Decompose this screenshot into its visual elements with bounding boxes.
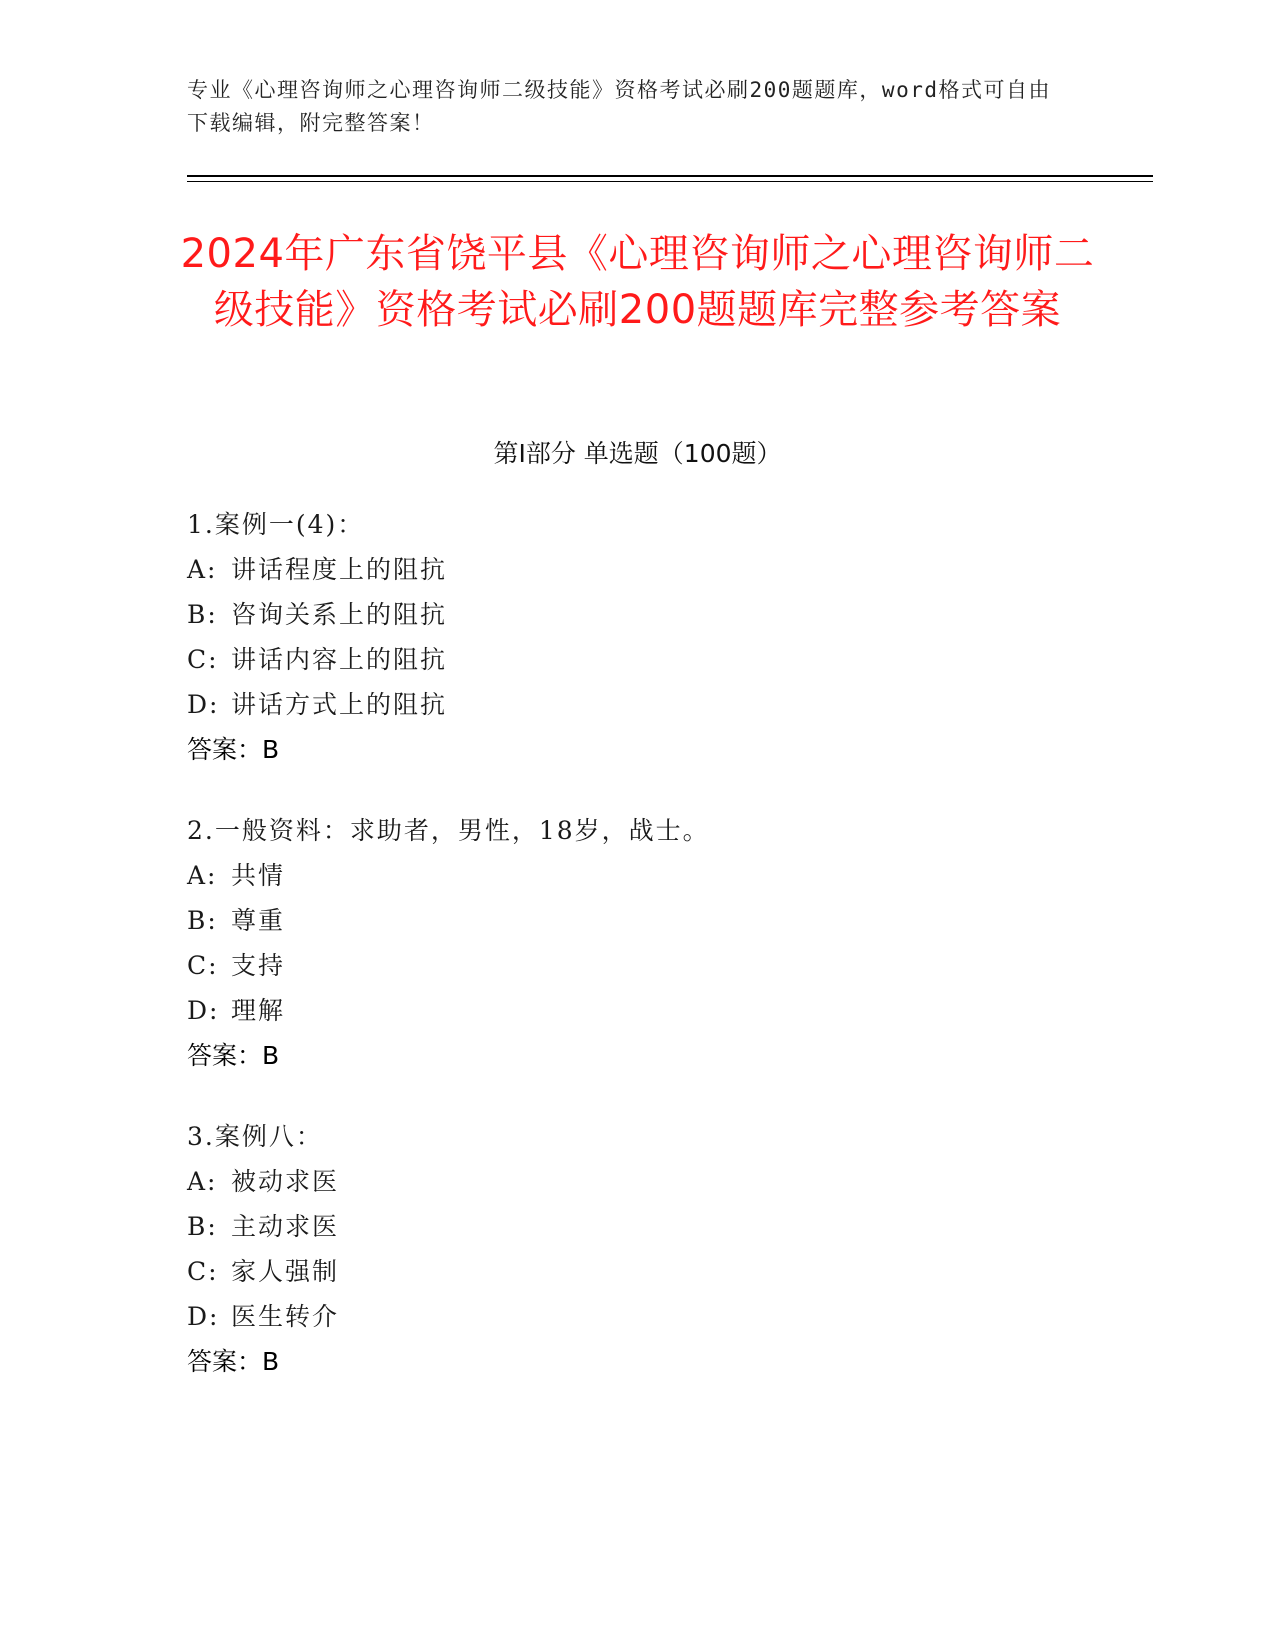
option-letter: A: xyxy=(187,861,218,890)
option-text: 理解 xyxy=(231,996,286,1025)
question-2 xyxy=(187,808,710,1078)
header-divider-thin xyxy=(187,181,1153,182)
option-letter: D: xyxy=(187,1302,220,1331)
option-letter: C: xyxy=(187,951,219,980)
answer-line: 答案：B xyxy=(187,1041,280,1070)
question-1 xyxy=(187,502,447,772)
option-d xyxy=(187,682,447,727)
option-text: 医生转介 xyxy=(231,1302,340,1331)
option-text: 讲话程度上的阻抗 xyxy=(231,555,448,584)
question-stem: 1.案例一(4)： xyxy=(187,510,365,539)
option-a xyxy=(187,547,447,592)
option-text: 讲话方式上的阻抗 xyxy=(231,690,448,719)
option-a xyxy=(187,853,710,898)
option-letter: B: xyxy=(187,600,218,629)
option-d xyxy=(187,988,710,1033)
option-text: 被动求医 xyxy=(231,1167,340,1196)
question-3 xyxy=(187,1114,339,1384)
option-text: 共情 xyxy=(231,861,286,890)
section-heading: 第Ⅰ部分 单选题（100题） xyxy=(493,439,782,468)
answer-line: 答案：B xyxy=(187,735,280,764)
option-text: 咨询关系上的阻抗 xyxy=(231,600,448,629)
option-d xyxy=(187,1294,339,1339)
option-letter: A: xyxy=(187,555,218,584)
option-text: 尊重 xyxy=(231,906,286,935)
option-a xyxy=(187,1159,339,1204)
answer-line: 答案：B xyxy=(187,1347,280,1376)
option-text: 讲话内容上的阻抗 xyxy=(231,645,448,674)
option-c xyxy=(187,943,710,988)
option-text: 家人强制 xyxy=(231,1257,340,1286)
option-c xyxy=(187,637,447,682)
option-letter: C: xyxy=(187,645,219,674)
option-text: 支持 xyxy=(231,951,286,980)
question-stem: 3.案例八： xyxy=(187,1122,323,1151)
question-stem: 2.一般资料：求助者，男性，18岁，战士。 xyxy=(187,816,710,845)
header-divider-thick xyxy=(187,175,1153,177)
option-letter: C: xyxy=(187,1257,219,1286)
option-letter: A: xyxy=(187,1167,218,1196)
option-text: 主动求医 xyxy=(231,1212,340,1241)
document-title: 2024年广东省饶平县《心理咨询师之心理咨询师二级技能》资格考试必刷200题题库完整参考答案 xyxy=(180,231,1095,333)
option-b xyxy=(187,1204,339,1249)
option-letter: B: xyxy=(187,906,218,935)
option-letter: D: xyxy=(187,996,220,1025)
option-b xyxy=(187,592,447,637)
option-letter: B: xyxy=(187,1212,218,1241)
option-b xyxy=(187,898,710,943)
option-c xyxy=(187,1249,339,1294)
option-letter: D: xyxy=(187,690,220,719)
header-note: 专业《心理咨询师之心理咨询师二级技能》资格考试必刷200题题库，word格式可自由下载编辑，附完整答案！ xyxy=(187,78,1051,135)
